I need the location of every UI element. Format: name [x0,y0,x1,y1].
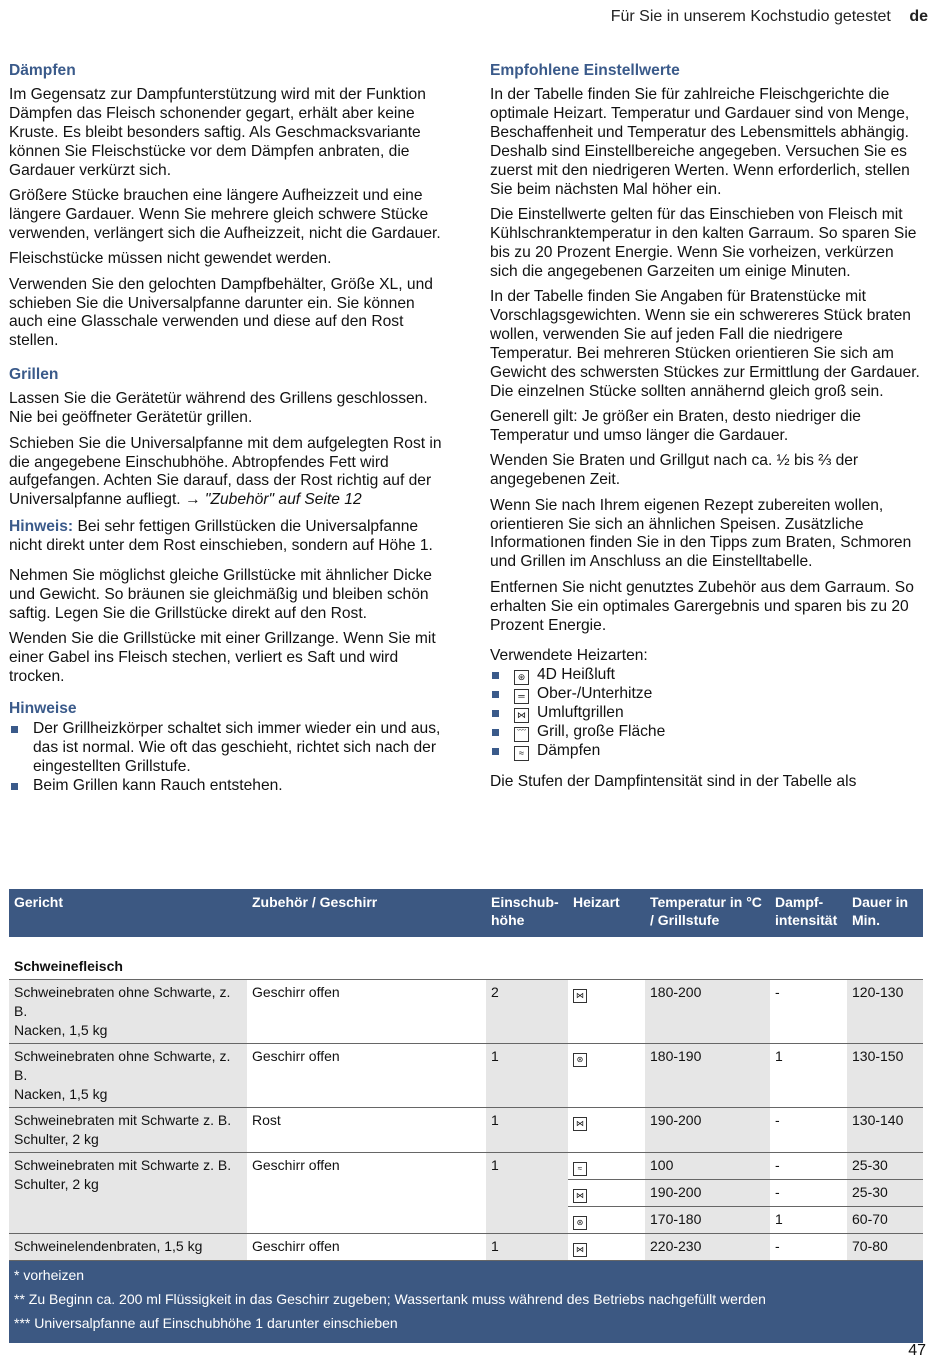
duration-cell: 60-70 [847,1207,923,1234]
dish-line: Schulter, 2 kg [14,1131,99,1147]
page-number: 47 [908,1342,926,1359]
accessory-cell: Rost [247,1108,486,1153]
paragraph: Generell gilt: Je größer ein Braten, desto niedriger die Temperatur und umso länger die Gardauer. [490,408,861,444]
paragraph: Nehmen Sie möglichst gleiche Grillstücke mit ähnlicher Dicke und Gewicht. So bräunen sie gleichmäßig und bleiben schön saftig. Legen Sie die Grillstücke direkt auf den Rost. [9,567,432,622]
accessory-cell: Geschirr offen [247,1044,486,1108]
dish-line: Schweinebraten mit Schwarte z. B. [14,1112,232,1128]
hint-paragraph [9,518,449,556]
steam-intensity-cell: - [770,1108,847,1153]
col-header-temperatur [645,889,770,937]
4d-hot-air-icon: ⊛ [573,1216,587,1230]
steam-intensity-cell: - [770,980,847,1044]
paragraph: Wenn Sie nach Ihrem eigenen Rezept zubereiten wollen, orientieren Sie sich an ähnlichen Speisen. Zusätzliche Informationen finden Sie in den Tipps zum Braten, Schmoren und Grillen im Anschluss an die Einstelltabelle. [490,496,912,571]
dish-cell [9,1108,247,1153]
heating-mode-item [490,685,922,704]
level-cell: 2 [486,980,568,1044]
circulation-grill-icon: ⋈ [514,708,529,723]
heating-mode-cell [568,1153,645,1180]
language-code: de [909,8,928,25]
accessory-cell: Geschirr offen [247,1153,486,1234]
heating-mode-item [490,704,922,723]
col-header-zubehoer: Zubehör / Geschirr [247,889,486,937]
paragraph-text: Schieben Sie die Universalpfanne mit dem aufgelegten Rost in die angegebene Einschubhöhe. Abtropfendes Fett wird aufgefangen. Achten Sie darauf, dass der Rost richtig auf der Universalpfanne aufliegt. [9,434,442,509]
accessory-cell: Geschirr offen [247,980,486,1044]
settings-table [9,889,923,1343]
dish-cell [9,980,247,1044]
paragraph: In der Tabelle finden Sie für zahlreiche Fleischgerichte die optimale Heizart. Temperatur und Gardauer sind von Menge, Beschaffenheit und Temperatur des Lebensmittels abhängig. Deshalb sind Einstellbereiche angegeben. Versuchen Sie es zuerst mit den niedrigeren Werten. Wenn erforderlich, stellen Sie beim nächsten Mal höher ein. [490,86,910,198]
paragraph: Entfernen Sie nicht genutztes Zubehör aus dem Garraum. So erhalten Sie ein optimales Garergebnis und sparen bis zu 20 Prozent Energie. [490,578,914,634]
right-column [490,61,922,799]
dish-cell [9,1044,247,1108]
accessory-cell: Geschirr offen [247,1234,486,1261]
header-line: Temperatur in °C [650,894,762,910]
list-item: Der Grillheizkörper schaltet sich immer wieder ein und aus, das ist normal. Wie oft das geschieht, richtet sich nach der eingestellten Grillstufe. [9,720,449,777]
table-row [9,1234,923,1261]
dish-line: Nacken, 1,5 kg [14,1022,108,1038]
footnote: * vorheizen [9,1261,923,1288]
paragraph-text: Lassen Sie die Gerätetür während des Grillens geschlossen. Nie bei geöffneter Gerätetür grillen. [9,390,428,427]
hints-list [9,720,449,796]
steam-intensity-cell: - [770,1153,847,1180]
hint-text: Bei sehr fettigen Grillstücken die Universalpfanne nicht direkt unter dem Rost einschieben, sondern auf Höhe 1. [9,518,433,555]
footnote-row [9,1311,923,1343]
header-line: Dampf- [775,894,824,910]
footnote-row [9,1261,923,1288]
paragraph [9,390,449,428]
steam-intensity-cell: - [770,1180,847,1207]
table-section-row [9,937,923,980]
level-cell: 1 [486,1108,568,1153]
temperature-cell: 170-180 [645,1207,770,1234]
hint-label: Hinweis: [9,518,74,536]
dish-cell: Schweinelendenbraten, 1,5 kg [9,1234,247,1261]
header-line: Dauer in [852,894,909,910]
heating-mode-label: Ober-/Unterhitze [537,685,653,703]
header-line: höhe [491,912,525,928]
circulation-grill-icon: ⋈ [573,1189,587,1203]
footnote-row [9,1287,923,1311]
table-header-row [9,889,923,937]
duration-cell: 130-150 [847,1044,923,1108]
steam-intensity-cell: 1 [770,1044,847,1108]
duration-cell: 25-30 [847,1180,923,1207]
heating-mode-label: Grill, große Fläche [537,723,666,741]
temperature-cell: 180-200 [645,980,770,1044]
col-header-dampfintensitaet [770,889,847,937]
paragraph: Wenden Sie Braten und Grillgut nach ca. ½ bis ⅔ der angegebenen Zeit. [490,452,859,489]
heating-mode-item [490,742,922,761]
paragraph: Fleischstücke müssen nicht gewendet werden. [9,250,332,268]
col-header-einschubhoehe [486,889,568,937]
heating-mode-cell [568,980,645,1044]
4d-hot-air-icon: ⊛ [573,1053,587,1067]
paragraph: Größere Stücke brauchen eine längere Aufheizzeit und eine längere Gardauer. Wenn Sie mehrere gleich schwere Stücke verwenden, verlängert sich die Aufheizzeit, nicht die Gardauer. [9,187,441,242]
heating-mode-cell [568,1180,645,1207]
table-row [9,1108,923,1153]
duration-cell: 25-30 [847,1153,923,1180]
paragraph: In der Tabelle finden Sie Angaben für Bratenstücke mit Vorschlagsgewichten. Wenn sie ein schwereres Stück braten wollen, verwenden Sie auf jeden Fall die niedrigere Temperatur. Bei mehreren Stücken orientieren Sie sich am Gewicht des schwersten Stückes zur Ermittlung der Gardauer. Die einzelnen Stücke sollten annähernd gleich groß sein. [490,288,920,400]
cross-reference-link[interactable]: → "Zubehör" auf Seite 12 [184,491,362,509]
table-row [9,1153,923,1180]
heating-mode-cell [568,1234,645,1261]
circulation-grill-icon: ⋈ [573,1117,587,1131]
footnote: ** Zu Beginn ca. 200 ml Flüssigkeit in das Geschirr zugeben; Wassertank muss während des Betriebs nachgefüllt werden [9,1287,923,1311]
list-item: Beim Grillen kann Rauch entstehen. [9,777,449,796]
header-line: Einschub- [491,894,559,910]
paragraph: Die Einstellwerte gelten für das Einschieben von Fleisch mit Kühlschranktemperatur in den kalten Garraum. So sparen Sie bis zu 20 Prozent Energie. Wenn Sie vorheizen, verkürzen sich die angegebenen Garzeiten um einige Minuten. [490,205,917,280]
dish-line: Schweinebraten mit Schwarte z. B. [14,1157,232,1173]
section-title: Für Sie in unserem Kochstudio getestet [610,8,891,25]
temperature-cell: 190-200 [645,1108,770,1153]
col-header-dauer [847,889,923,937]
dish-line: Schulter, 2 kg [14,1176,99,1192]
steam-icon: ≈ [514,746,529,761]
temperature-cell: 100 [645,1153,770,1180]
heating-mode-item [490,723,922,742]
heating-modes-list [490,666,922,761]
heading-empfohlene-einstellwerte: Empfohlene Einstellwerte [490,62,680,79]
steam-icon: ≈ [573,1162,587,1176]
heating-modes-label: Verwendete Heizarten: [490,647,648,665]
circulation-grill-icon: ⋈ [573,989,587,1003]
footnote: *** Universalpfanne auf Einschubhöhe 1 darunter einschieben [9,1311,923,1343]
temperature-cell: 190-200 [645,1180,770,1207]
temperature-cell: 180-190 [645,1044,770,1108]
left-column [9,61,449,802]
table-body [9,937,923,1343]
circulation-grill-icon: ⋈ [573,1243,587,1257]
steam-intensity-cell: - [770,1234,847,1261]
heading-hinweise: Hinweise [9,699,77,717]
paragraph: Verwenden Sie den gelochten Dampfbehälter, Größe XL, und schieben Sie die Universalpfanne darunter ein. Sie können auch eine Glasschale verwenden und diese auf den Rost stellen. [9,275,433,350]
grill-large-area-icon: ﹋ [514,727,529,742]
dish-line: Schweinebraten ohne Schwarte, z. B. [14,1048,231,1083]
duration-cell: 120-130 [847,980,923,1044]
heating-mode-cell [568,1108,645,1153]
4d-hot-air-icon: ⊛ [514,670,529,685]
paragraph: Die Stufen der Dampfintensität sind in der Tabelle als [490,773,857,791]
paragraph: Wenden Sie die Grillstücke mit einer Grillzange. Wenn Sie mit einer Gabel ins Fleisch stechen, verliert es Saft und wird trocken. [9,630,436,686]
dish-cell [9,1153,247,1234]
header-line: intensität [775,912,838,928]
col-header-gericht: Gericht [9,889,247,937]
top-bottom-heat-icon: ═ [514,689,529,704]
header-line: / Grillstufe [650,912,720,928]
dish-line: Nacken, 1,5 kg [14,1086,108,1102]
paragraph [9,435,449,511]
duration-cell: 130-140 [847,1108,923,1153]
duration-cell: 70-80 [847,1234,923,1261]
temperature-cell: 220-230 [645,1234,770,1261]
dish-line: Schweinebraten ohne Schwarte, z. B. [14,984,231,1019]
level-cell: 1 [486,1234,568,1261]
section-label: Schweinefleisch [9,937,923,980]
heading-grillen: Grillen [9,366,59,384]
running-header [611,8,928,26]
heating-mode-cell [568,1044,645,1108]
heating-mode-item [490,666,922,685]
heating-mode-label: Dämpfen [537,742,601,760]
level-cell: 1 [486,1044,568,1108]
level-cell: 1 [486,1153,568,1234]
heading-daempfen: Dämpfen [9,62,76,79]
heating-mode-label: Umluftgrillen [537,704,624,722]
col-header-heizart: Heizart [568,889,645,937]
table-row [9,980,923,1044]
paragraph: Im Gegensatz zur Dampfunterstützung wird mit der Funktion Dämpfen das Fleisch schonender gegart, erhält aber keine Kruste. Es bleibt besonders saftig. Als Geschmacksvariante können Sie Fleischstücke vor dem Dämpfen anbraten, die Gardauer verkürzt sich. [9,86,426,179]
heating-mode-cell [568,1207,645,1234]
header-line: Min. [852,912,880,928]
steam-intensity-cell: 1 [770,1207,847,1234]
heating-mode-label: 4D Heißluft [537,666,615,684]
table-row [9,1044,923,1108]
